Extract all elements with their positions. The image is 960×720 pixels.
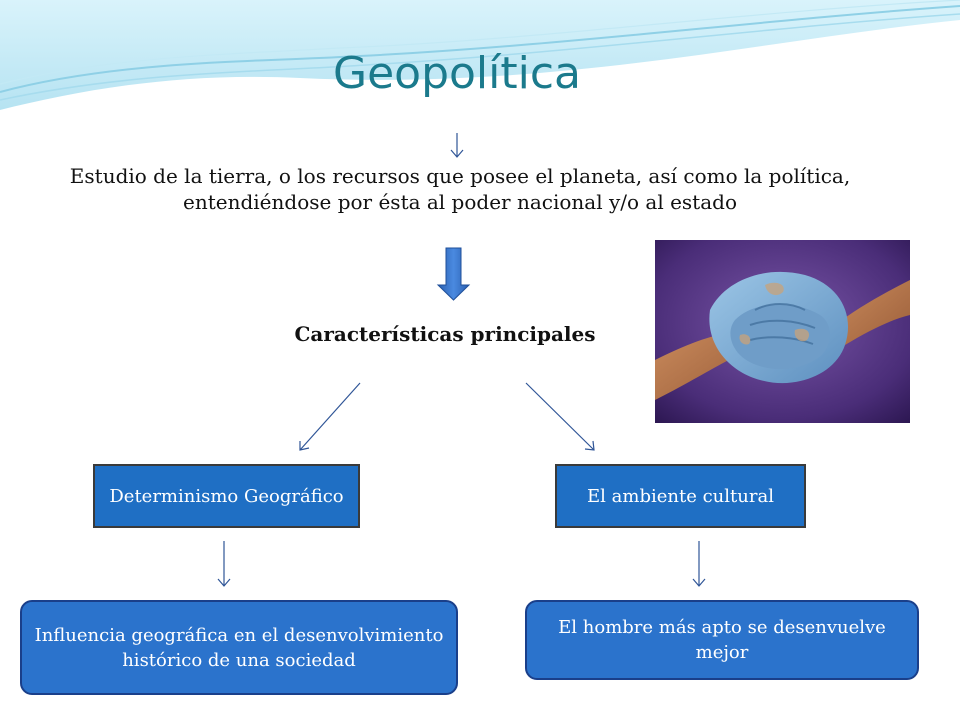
definition-text: Estudio de la tierra, o los recursos que posee el planeta, así como la política, entendiéndose por ésta al poder nacional y/o al estado <box>69 164 851 214</box>
box-determinismo-geografico <box>93 464 360 528</box>
box-detail: El hombre más apto se desenvuelve mejor <box>558 617 886 663</box>
arrow-subtitle-right <box>526 383 594 450</box>
hands-globe-image <box>655 240 910 423</box>
box-ambiente-cultural <box>555 464 806 528</box>
box-hombre-apto <box>525 600 919 680</box>
box-influencia-geografica <box>20 600 458 695</box>
box-label: El ambiente cultural <box>587 485 774 507</box>
arrow-left-branch <box>218 541 230 586</box>
box-label: Determinismo Geográfico <box>109 485 344 507</box>
big-down-arrow-icon <box>438 248 469 300</box>
box-detail: Influencia geográfica en el desenvolvimiento histórico de una sociedad <box>34 624 444 671</box>
subtitle-heading: Características principales <box>294 322 596 346</box>
arrow-right-branch <box>693 541 705 586</box>
slide-title: Geopolítica <box>332 48 581 99</box>
arrow-subtitle-left <box>300 383 360 450</box>
arrow-title-definition <box>451 133 463 157</box>
